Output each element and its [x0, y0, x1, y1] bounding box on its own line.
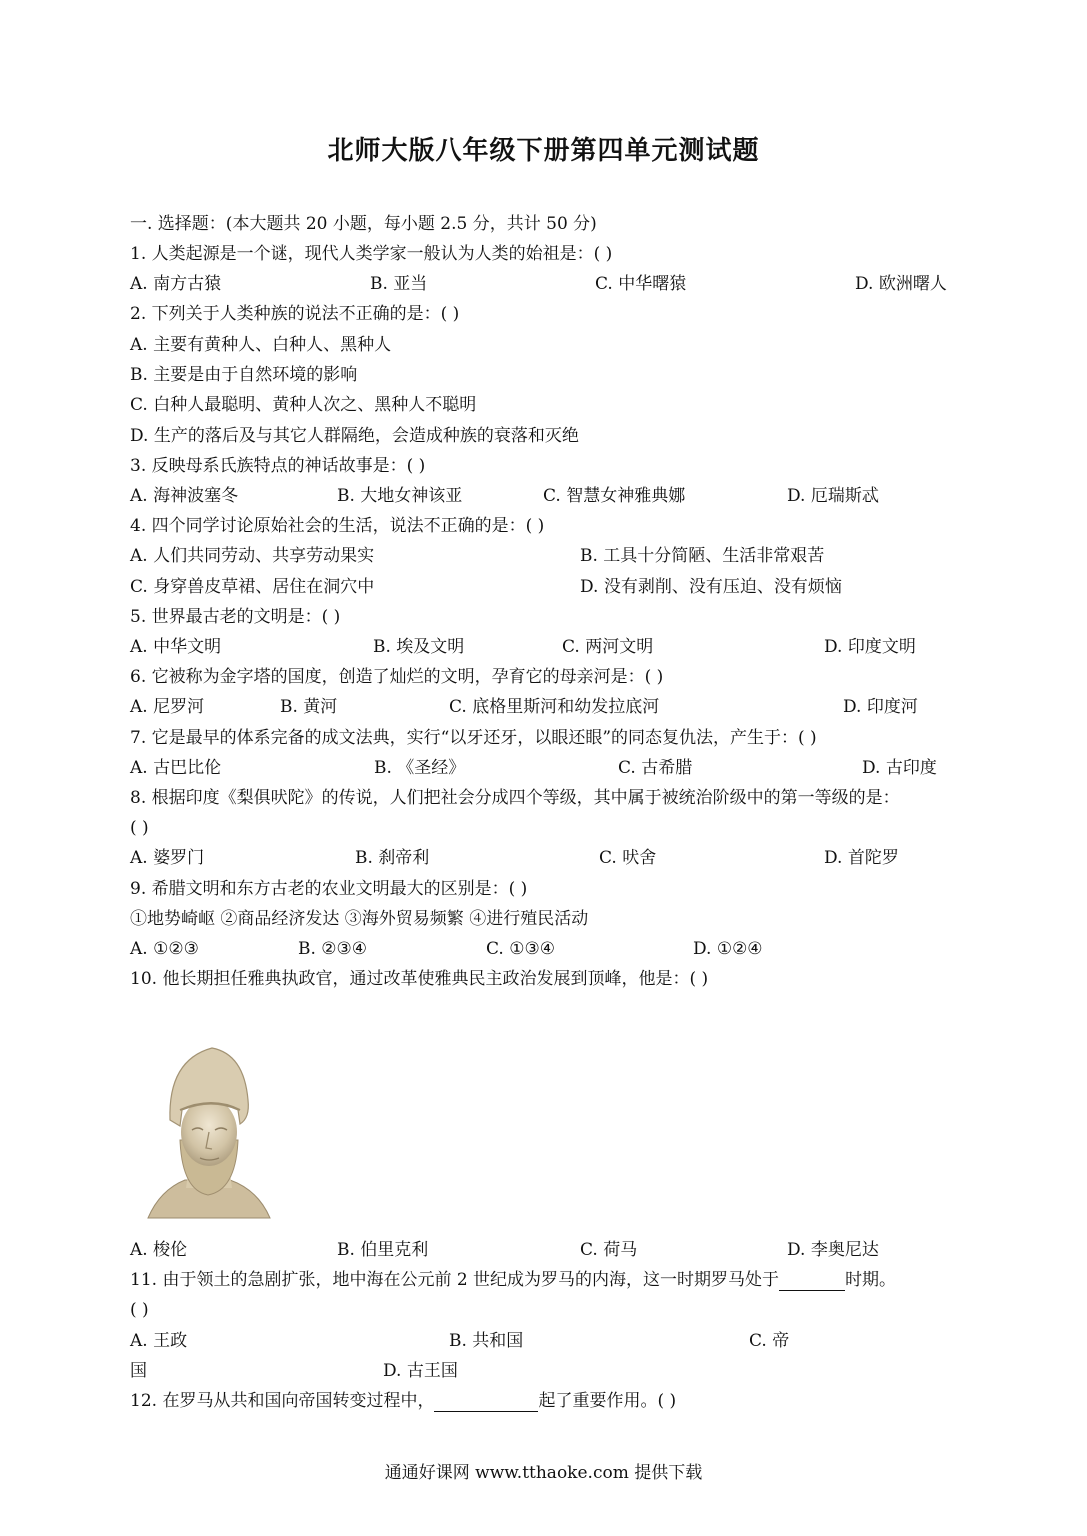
question-7-option-c: C. 古希腊 [618, 758, 693, 778]
question-12-stem-after: 起了重要作用。( ) [538, 1391, 677, 1411]
question-9-statements: ①地势崎岖 ②商品经济发达 ③海外贸易频繁 ④进行殖民活动 [130, 909, 589, 929]
question-11-answer-bracket: ( ) [130, 1300, 149, 1320]
question-9-option-c: C. ①③④ [486, 939, 555, 959]
question-11-stem-before: 11. 由于领土的急剧扩张，地中海在公元前 2 世纪成为罗马的内海，这一时期罗马处于 [130, 1270, 780, 1290]
question-7-option-b: B. 《圣经》 [374, 758, 466, 778]
question-6-stem: 6. 它被称为金字塔的国度，创造了灿烂的文明，孕育它的母亲河是：( ) [130, 667, 664, 687]
question-11-stem [130, 1269, 896, 1291]
page-title: 北师大版八年级下册第四单元测试题 [327, 136, 760, 166]
question-10-option-c: C. 荷马 [580, 1240, 638, 1260]
question-4-option-a: A. 人们共同劳动、共享劳动果实 [130, 546, 375, 566]
question-1-option-d: D. 欧洲曙人 [855, 274, 947, 294]
question-8-stem: 8. 根据印度《梨俱吠陀》的传说，人们把社会分成四个等级，其中属于被统治阶级中的第一等级的是： [130, 788, 900, 808]
question-5-option-c: C. 两河文明 [562, 637, 654, 657]
question-9-option-b: B. ②③④ [298, 939, 368, 959]
question-8-option-d: D. 首陀罗 [824, 848, 899, 868]
question-4-option-b: B. 工具十分简陋、生活非常艰苦 [580, 546, 825, 566]
question-12-blank[interactable] [434, 1393, 538, 1412]
question-7-stem: 7. 它是最早的体系完备的成文法典，实行“以牙还牙，以眼还眼”的同态复仇法，产生于：( ) [130, 728, 817, 748]
question-2-option-c: C. 白种人最聪明、黄种人次之、黑种人不聪明 [130, 395, 477, 415]
question-5-option-a: A. 中华文明 [130, 637, 222, 657]
question-11-option-d: D. 古王国 [383, 1361, 458, 1381]
question-3-option-c: C. 智慧女神雅典娜 [543, 486, 686, 506]
question-10-stem: 10. 他长期担任雅典执政官，通过改革使雅典民主政治发展到顶峰，他是：( ) [130, 969, 709, 989]
question-8-answer-bracket: ( ) [130, 818, 149, 838]
question-3-option-d: D. 厄瑞斯忒 [787, 486, 879, 506]
question-8-option-a: A. 婆罗门 [130, 848, 205, 868]
question-11-option-c: C. 帝 [749, 1331, 790, 1351]
question-5-stem: 5. 世界最古老的文明是：( ) [130, 607, 341, 627]
question-6-option-b: B. 黄河 [280, 697, 338, 717]
question-5-option-b: B. 埃及文明 [373, 637, 465, 657]
question-7-option-a: A. 古巴比伦 [130, 758, 222, 778]
question-10-option-d: D. 李奥尼达 [787, 1240, 879, 1260]
question-3-stem: 3. 反映母系氏族特点的神话故事是：( ) [130, 456, 426, 476]
section-heading: 一. 选择题：(本大题共 20 小题，每小题 2.5 分，共计 50 分) [130, 214, 597, 234]
question-9-option-a: A. ①②③ [130, 939, 199, 959]
question-1-option-a: A. 南方古猿 [130, 274, 222, 294]
question-6-option-d: D. 印度河 [843, 697, 918, 717]
question-11-option-b: B. 共和国 [449, 1331, 524, 1351]
question-11-blank[interactable] [779, 1272, 845, 1291]
pericles-bust-image [140, 1040, 275, 1220]
question-6-option-a: A. 尼罗河 [130, 697, 205, 717]
question-2-option-b: B. 主要是由于自然环境的影响 [130, 365, 358, 385]
question-3-option-a: A. 海神波塞冬 [130, 486, 239, 506]
question-11-stem-after: 时期。 [845, 1270, 897, 1290]
question-1-stem: 1. 人类起源是一个谜，现代人类学家一般认为人类的始祖是：( ) [130, 244, 613, 264]
question-4-stem: 4. 四个同学讨论原始社会的生活，说法不正确的是：( ) [130, 516, 545, 536]
question-2-option-a: A. 主要有黄种人、白种人、黑种人 [130, 335, 392, 355]
question-8-option-b: B. 刹帝利 [355, 848, 430, 868]
question-9-stem: 9. 希腊文明和东方古老的农业文明最大的区别是：( ) [130, 879, 528, 899]
question-2-stem: 2. 下列关于人类种族的说法不正确的是：( ) [130, 304, 460, 324]
question-11-option-c-continued: 国 [130, 1361, 147, 1381]
question-2-option-d: D. 生产的落后及与其它人群隔绝，会造成种族的衰落和灭绝 [130, 426, 579, 446]
question-4-option-c: C. 身穿兽皮草裙、居住在洞穴中 [130, 577, 375, 597]
question-8-option-c: C. 吠舍 [599, 848, 657, 868]
question-9-option-d: D. ①②④ [693, 939, 763, 959]
question-7-option-d: D. 古印度 [862, 758, 937, 778]
question-10-option-b: B. 伯里克利 [337, 1240, 429, 1260]
question-10-option-a: A. 梭伦 [130, 1240, 188, 1260]
question-11-option-a: A. 王政 [130, 1331, 188, 1351]
question-4-option-d: D. 没有剥削、没有压迫、没有烦恼 [580, 577, 842, 597]
question-12-stem [130, 1390, 676, 1412]
question-12-stem-before: 12. 在罗马从共和国向帝国转变过程中， [130, 1391, 435, 1411]
question-1-option-b: B. 亚当 [370, 274, 428, 294]
footer-download-note: 通通好课网 www.tthaoke.com 提供下载 [384, 1463, 703, 1483]
question-6-option-c: C. 底格里斯河和幼发拉底河 [449, 697, 660, 717]
question-1-option-c: C. 中华曙猿 [595, 274, 687, 294]
question-3-option-b: B. 大地女神该亚 [337, 486, 463, 506]
question-5-option-d: D. 印度文明 [824, 637, 916, 657]
